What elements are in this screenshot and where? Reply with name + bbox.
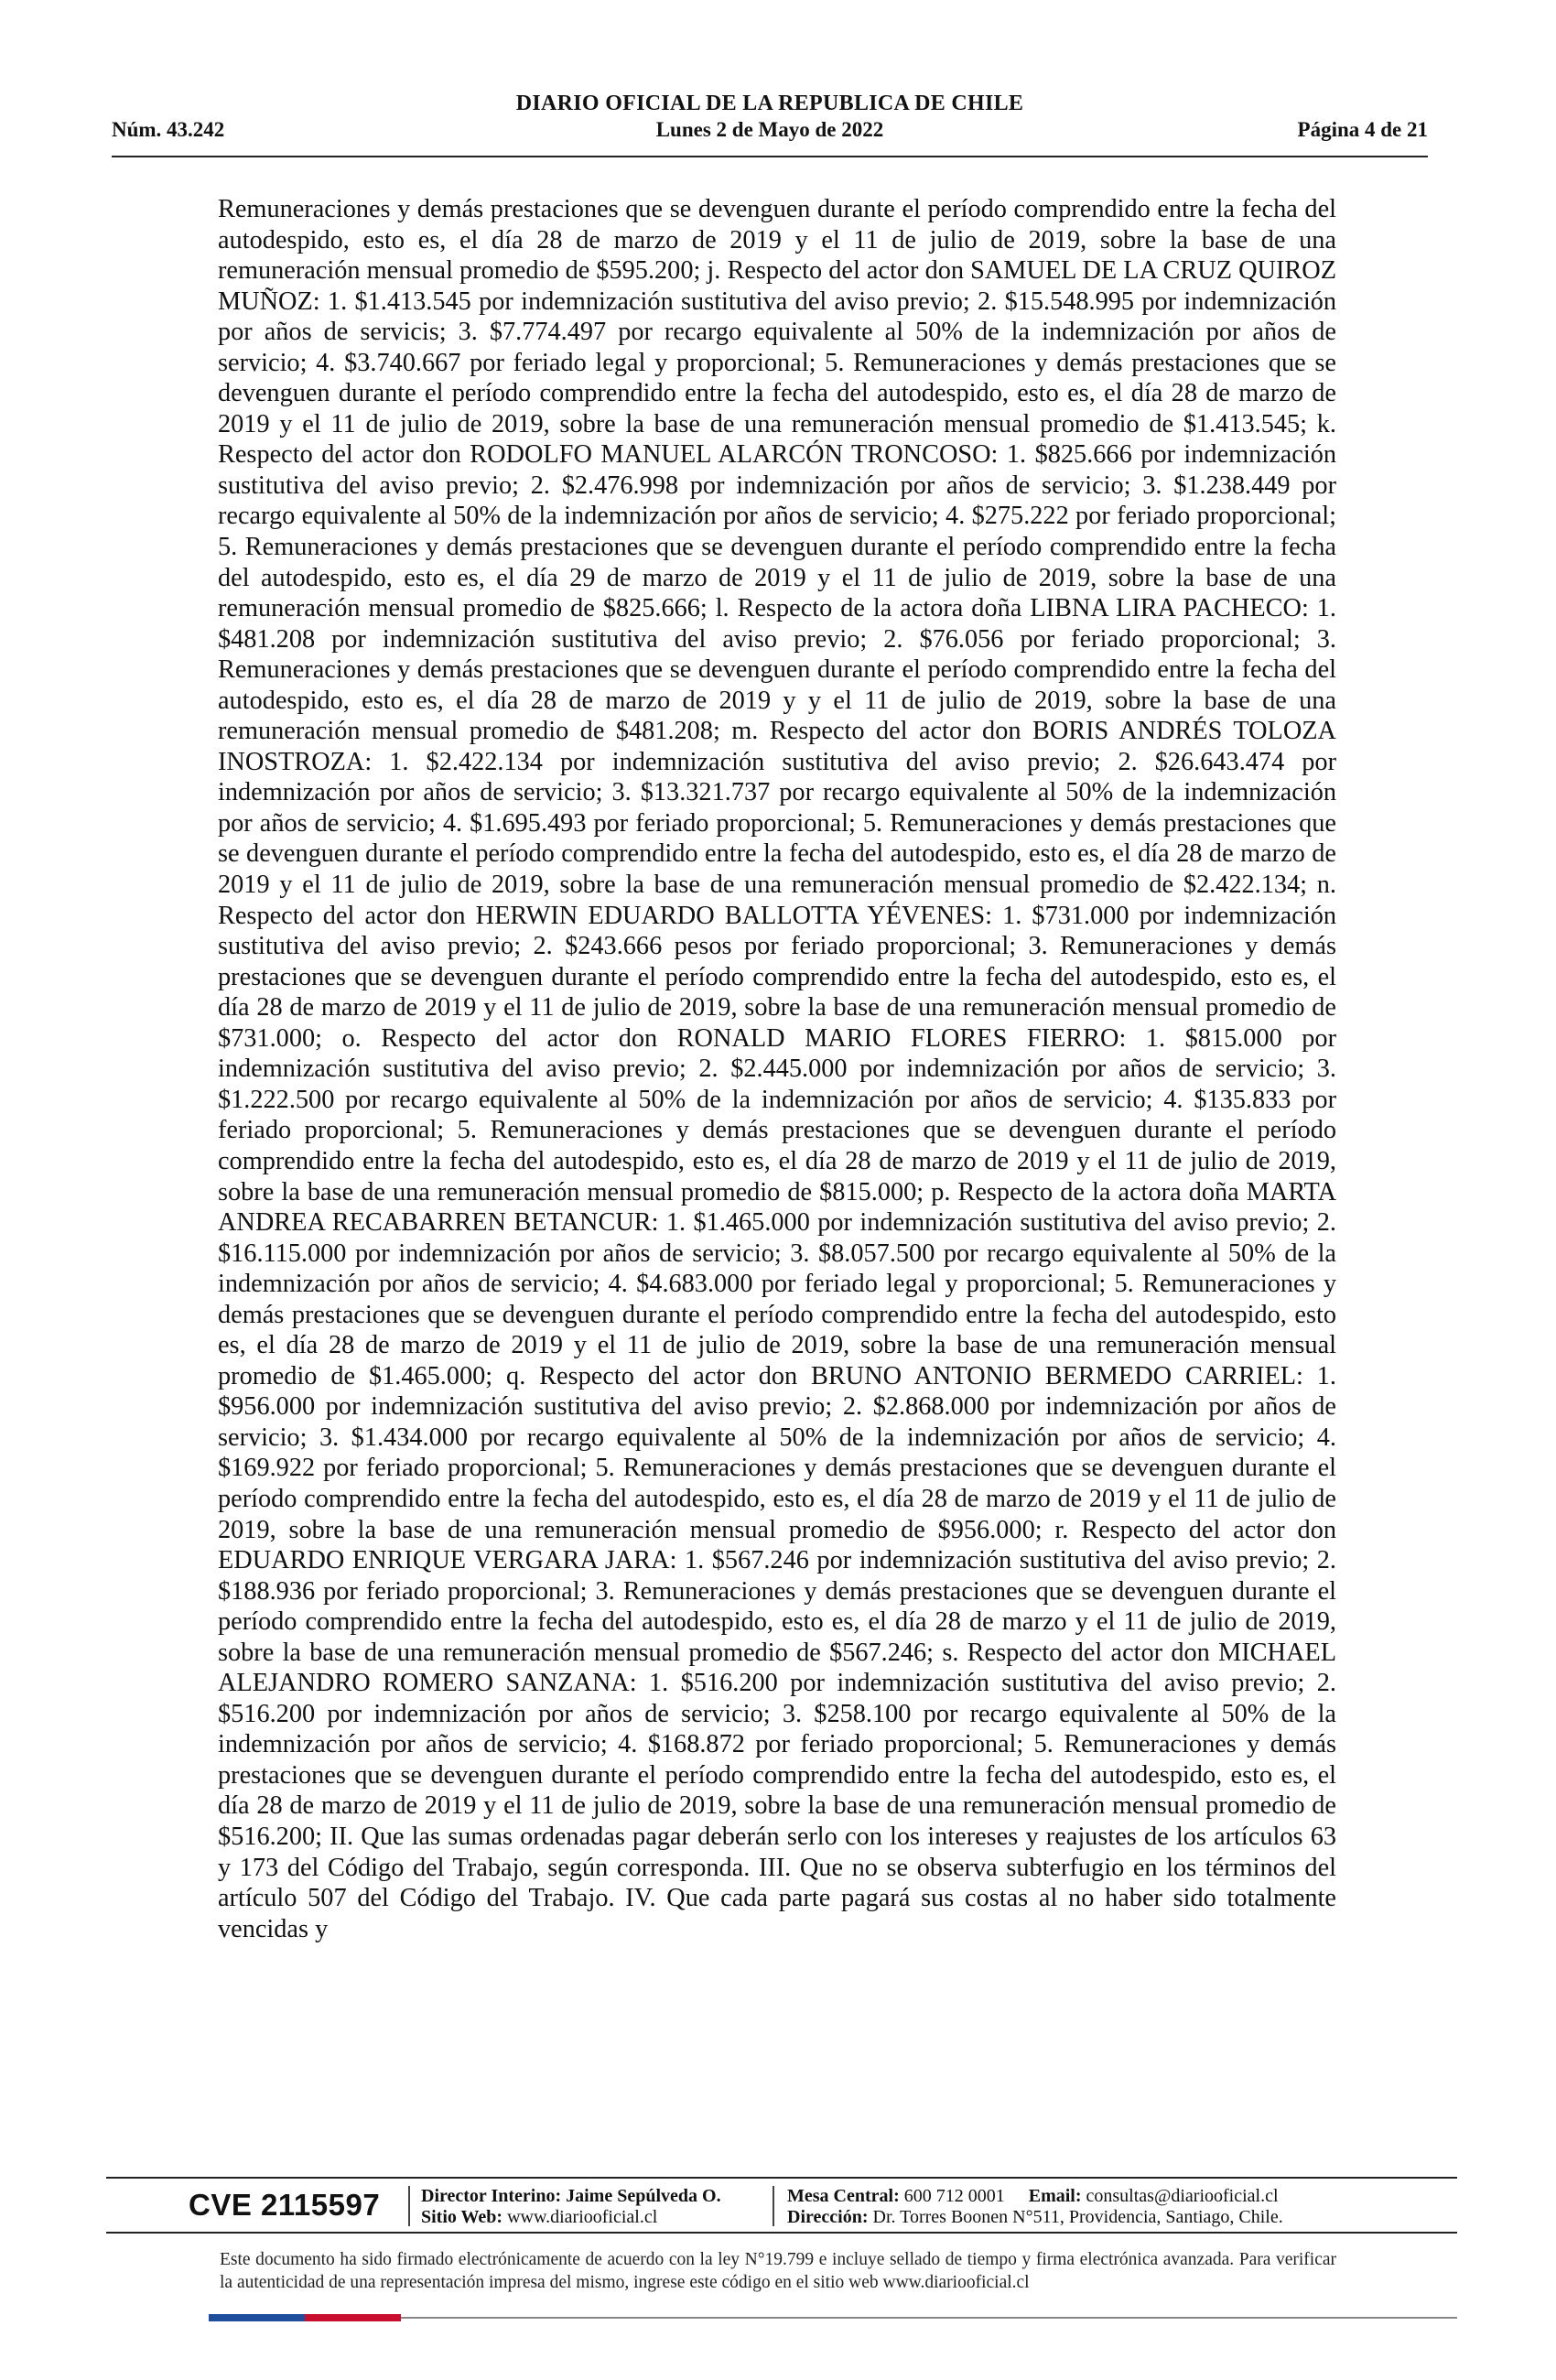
flag-blue-segment [209, 2314, 305, 2321]
footer-divider-bottom [106, 2232, 1457, 2234]
chile-flag-bar [209, 2314, 401, 2321]
email-link[interactable]: consultas@diariooficial.cl [1086, 2186, 1279, 2206]
issue-date: Lunes 2 de Mayo de 2022 [655, 118, 884, 141]
footer-contact-column [787, 2186, 1283, 2228]
phone-label: Mesa Central: [787, 2186, 900, 2206]
footer-separator [408, 2186, 410, 2226]
issue-number: Núm. 43.242 [112, 118, 225, 141]
signature-disclaimer: Este documento ha sido firmado electrónicamente de acuerdo con la ley N°19.799 e incluye sellado de tiempo y firma electrónica avanzada. Para verificar la autenticidad de una representación impresa del mismo, ingrese este código en el sitio web www.diariooficial.cl [220, 2250, 1336, 2292]
footer-director-column [421, 2186, 721, 2228]
director-name: Jaime Sepúlveda O. [566, 2186, 721, 2206]
footer-divider-top [106, 2177, 1457, 2179]
email-label: Email: [1028, 2186, 1082, 2206]
website-link[interactable]: www.diariooficial.cl [507, 2207, 658, 2227]
flag-red-segment [305, 2314, 401, 2321]
footer-info [106, 2180, 1457, 2232]
footer-separator [773, 2186, 774, 2226]
phone-number: 600 712 0001 [903, 2186, 1005, 2206]
website-label: Sitio Web: [421, 2207, 503, 2227]
page-header [112, 92, 1428, 147]
address-label: Dirección: [787, 2207, 869, 2227]
director-label: Director Interino: [421, 2186, 562, 2206]
cve-code: CVE 2115597 [189, 2188, 381, 2222]
footer-bottom-line [401, 2317, 1457, 2319]
header-meta-row [112, 118, 1428, 147]
document-body: Remuneraciones y demás prestaciones que se devenguen durante el período comprendido entre la fecha del autodespido, esto es, el día 28 de marzo de 2019 y el 11 de julio de 2019, sobre la base de una remuneración mensual promedio de $595.200; j. Respecto del actor don SAMUEL DE LA CRUZ QUIROZ MUÑOZ: 1. $1.413.545 por indemnización sustitutiva del aviso previo; 2. $15.548.995 por indemnización por años de servicis; 3. $7.774.497 por recargo equivalente al 50% de la indemnización por años de servicio; 4. $3.740.667 por feriado legal y proporcional; 5. Remuneraciones y demás prestaciones que se devenguen durante el período comprendido entre la fecha del autodespido, esto es, el día 28 de marzo de 2019 y el 11 de julio de 2019, sobre la base de una remuneración mensual promedio de $1.413.545; k. Respecto del actor don RODOLFO MANUEL ALARCÓN TRONCOSO: 1. $825.666 por indemnización sustitutiva del aviso previo; 2. $2.476.998 por indemnización por años de servicio; 3. $1.238.449 por recargo equivalente al 50% de la indemnización por años de servicio; 4. $275.222 por feriado proporcional; 5. Remuneraciones y demás prestaciones que se devenguen durante el período comprendido entre la fecha del autodespido, esto es, el día 29 de marzo de 2019 y el 11 de julio de 2019, sobre la base de una remuneración mensual promedio de $825.666; l. Respecto de la actora doña LIBNA LIRA PACHECO: 1. $481.208 por indemnización sustitutiva del aviso previo; 2. $76.056 por feriado proporcional; 3. Remuneraciones y demás prestaciones que se devenguen durante el período comprendido entre la fecha del autodespido, esto es, el día 28 de marzo de 2019 y y el 11 de julio de 2019, sobre la base de una remuneración mensual promedio de $481.208; m. Respecto del actor don BORIS ANDRÉS TOLOZA INOSTROZA: 1. $2.422.134 por indemnización sustitutiva del aviso previo; 2. $26.643.474 por indemnización por años de servicio; 3. $13.321.737 por recargo equivalente al 50% de la indemnización por años de servicio; 4. $1.695.493 por feriado proporcional; 5. Remuneraciones y demás prestaciones que se devenguen durante el período comprendido entre la fecha del autodespido, esto es, el día 28 de marzo de 2019 y el 11 de julio de 2019, sobre la base de una remuneración mensual promedio de $2.422.134; n. Respecto del actor don HERWIN EDUARDO BALLOTTA YÉVENES: 1. $731.000 por indemnización sustitutiva del aviso previo; 2. $243.666 pesos por feriado proporcional; 3. Remuneraciones y demás prestaciones que se devenguen durante el período comprendido entre la fecha del autodespido, esto es, el día 28 de marzo de 2019 y el 11 de julio de 2019, sobre la base de una remuneración mensual promedio de $731.000; o. Respecto del actor don RONALD MARIO FLORES FIERRO: 1. $815.000 por indemnización sustitutiva del aviso previo; 2. $2.445.000 por indemnización por años de servicio; 3. $1.222.500 por recargo equivalente al 50% de la indemnización por años de servicio; 4. $135.833 por feriado proporcional; 5. Remuneraciones y demás prestaciones que se devenguen durante el período comprendido entre la fecha del autodespido, esto es, el día 28 de marzo de 2019 y el 11 de julio de 2019, sobre la base de una remuneración mensual promedio de $815.000; p. Respecto de la actora doña MARTA ANDREA RECABARREN BETANCUR: 1. $1.465.000 por indemnización sustitutiva del aviso previo; 2. $16.115.000 por indemnización por años de servicio; 3. $8.057.500 por recargo equivalente al 50% de la indemnización por años de servicio; 4. $4.683.000 por feriado legal y proporcional; 5. Remuneraciones y demás prestaciones que se devenguen durante el período comprendido entre la fecha del autodespido, esto es, el día 28 de marzo de 2019 y el 11 de julio de 2019, sobre la base de una remuneración mensual promedio de $1.465.000; q. Respecto del actor don BRUNO ANTONIO BERMEDO CARRIEL: 1. $956.000 por indemnización sustitutiva del aviso previo; 2. $2.868.000 por indemnización por años de servicio; 3. $1.434.000 por recargo equivalente al 50% de la indemnización por años de servicio; 4. $169.922 por feriado proporcional; 5. Remuneraciones y demás prestaciones que se devenguen durante el período comprendido entre la fecha del autodespido, esto es, el día 28 de marzo de 2019 y el 11 de julio de 2019, sobre la base de una remuneración mensual promedio de $956.000; r. Respecto del actor don EDUARDO ENRIQUE VERGARA JARA: 1. $567.246 por indemnización sustitutiva del aviso previo; 2. $188.936 por feriado proporcional; 3. Remuneraciones y demás prestaciones que se devenguen durante el período comprendido entre la fecha del autodespido, esto es, el día 28 de marzo y el 11 de julio de 2019, sobre la base de una remuneración mensual promedio de $567.246; s. Respecto del actor don MICHAEL ALEJANDRO ROMERO SANZANA: 1. $516.200 por indemnización sustitutiva del aviso previo; 2. $516.200 por indemnización por años de servicio; 3. $258.100 por recargo equivalente al 50% de la indemnización por años de servicio; 4. $168.872 por feriado proporcional; 5. Remuneraciones y demás prestaciones que se devenguen durante el período comprendido entre la fecha del autodespido, esto es, el día 28 de marzo de 2019 y el 11 de julio de 2019, sobre la base de una remuneración mensual promedio de $516.200; II. Que las sumas ordenadas pagar deberán serlo con los intereses y reajustes de los artículos 63 y 173 del Código del Trabajo, según corresponda. III. Que no se observa subterfugio en los términos del artículo 507 del Código del Trabajo. IV. Que cada parte pagará sus costas al no haber sido totalmente vencidas y [218, 195, 1336, 1943]
header-divider [112, 156, 1428, 157]
newspaper-title: DIARIO OFICIAL DE LA REPUBLICA DE CHILE [515, 92, 1024, 115]
page-number: Página 4 de 21 [1297, 118, 1428, 141]
address-value: Dr. Torres Boonen N°511, Providencia, Santiago, Chile. [872, 2207, 1283, 2227]
